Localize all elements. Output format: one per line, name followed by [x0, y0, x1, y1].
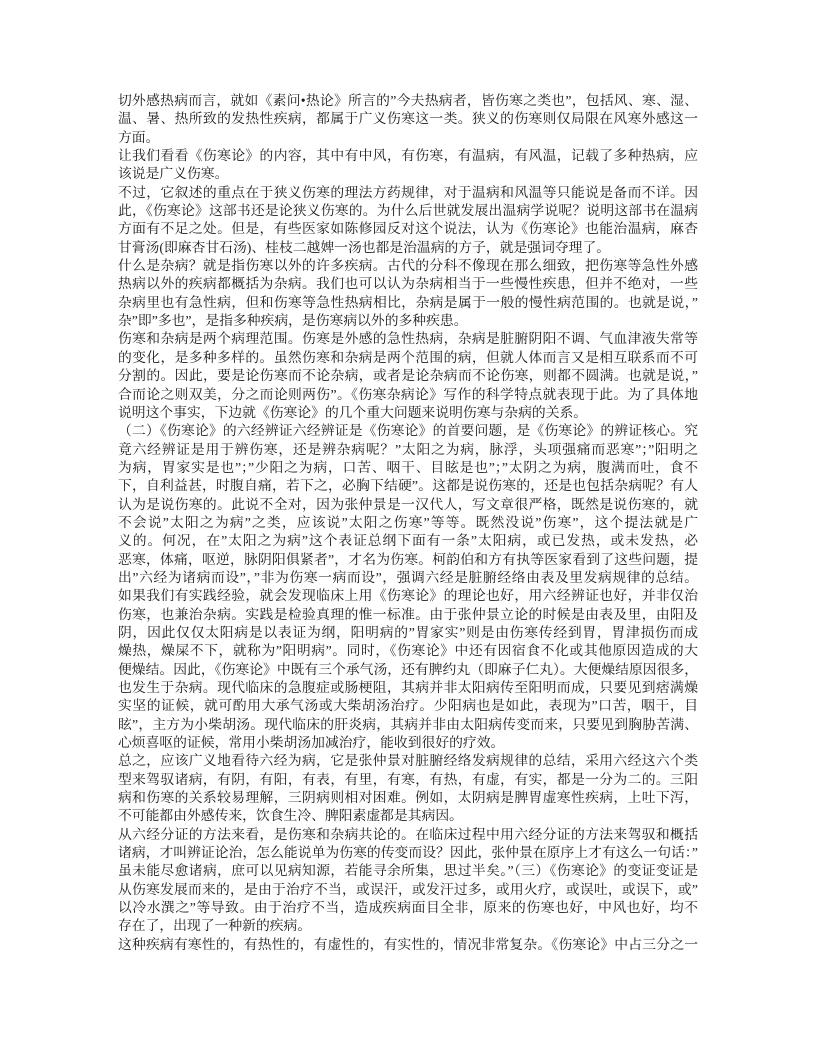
text-line: 杂”即”多也”，是指多种疾病，是伤寒病以外的多种疾患。: [118, 313, 468, 329]
text-line: 杂病里也有急性病，但和伤寒等急性热病相比，杂病是属于一般的慢性病范围的。也就是说，”: [118, 294, 698, 310]
text-line: 分割的。因此，要是论伤寒而不论杂病，或者是论杂病而不论伤寒，则都不圆满。也就是说，”: [118, 368, 698, 384]
text-line: 便燥结。因此，《伤寒论》中既有三个承气汤，还有脾约丸（即麻子仁丸）。大便燥结原因很多，: [118, 661, 698, 677]
text-line: 不可能都由外感传来，饮食生冷、脾阳素虚都是其病因。: [118, 808, 463, 824]
text-line: 诸病，才叫辨证论治，怎么能说单为伤寒的传变而设？因此，张仲景在原序上才有这么一句话：”: [118, 845, 698, 861]
text-line: 该说是广义伤寒。: [118, 166, 229, 182]
paragraph: [118, 184, 698, 257]
paragraph: [118, 257, 698, 330]
text-line: 温、暑、热所致的发热性疾病，都属于广义伤寒这一类。狭义的伤寒则仅局限在风寒外感这一: [118, 111, 698, 127]
text-line: 实坚的证候，就可酌用大承气汤或大柴胡汤治疗。少阳病也是如此，表现为”口苦，咽干，目: [118, 698, 698, 714]
text-line: 义的。何况，在”太阳之为病”这个表证总纲下面有一条”太阳病，或已发热，或未发热，必: [118, 533, 698, 549]
paragraph: [118, 936, 698, 954]
text-line: 从伤寒发展而来的，是由于治疗不当，或误汗，或发汗过多，或用火疗，或误吐，或误下，或”: [118, 881, 698, 897]
text-line: 恶寒，体痛，呕逆，脉阴阳俱紧者”，才名为伤寒。柯韵伯和方有执等医家看到了这些问题，提: [118, 551, 698, 567]
paragraph: [118, 826, 698, 936]
paragraph: [118, 752, 698, 825]
text-line: 如果我们有实践经验，就会发现临床上用《伤寒论》的理论也好，用六经辨证也好，并非仅治: [118, 588, 698, 604]
text-line: 下，自利益甚，时腹自痛，若下之，必胸下结硬”。这都是说伤寒的，还是也包括杂病呢？有人: [118, 478, 698, 494]
text-line: 燥热，燥屎不下，就称为”阳明病”。同时，《伤寒论》中还有因宿食不化或其他原因造成的大: [118, 643, 698, 659]
document-text: [118, 92, 698, 954]
text-line: 总之，应该广义地看待六经为病，它是张仲景对脏腑经络发病规律的总结，采用六经这六个类: [118, 753, 698, 769]
text-line: （二）《伤寒论》的六经辨证六经辨证是《伤寒论》的首要问题，是《伤寒论》的辨证核心。究: [118, 423, 698, 439]
text-line: 切外感热病而言，就如《素问•热论》所言的”今夫热病者，皆伤寒之类也”，包括风、寒、湿、: [118, 93, 698, 108]
text-line: 眩”，主方为小柴胡汤。现代临床的肝炎病，其病并非由太阳病传变而来，只要见到胸胁苦满、: [118, 716, 698, 732]
text-line: 合而论之则双美，分之而论则两伤”。《伤寒杂病论》写作的科学特点就表现于此。为了具体地: [118, 386, 698, 402]
text-line: 认为是说伤寒的。此说不全对，因为张仲景是一汉代人，写文章很严格，既然是说伤寒的，就: [118, 496, 698, 512]
text-line: 心烦喜呕的证候，常用小柴胡汤加减治疗，能收到很好的疗效。: [118, 735, 505, 751]
text-line: 病和伤寒的关系较易理解，三阴病则相对困难。例如，太阴病是脾胃虚寒性疾病，上吐下泻，: [118, 790, 698, 806]
text-line: 从六经分证的方法来看，是伤寒和杂病共论的。在临床过程中用六经分证的方法来驾驭和概括: [118, 826, 698, 842]
paragraph: [118, 147, 698, 184]
text-line: 也发生于杂病。现代临床的急腹症或肠梗阻，其病并非太阳病传至阳明而成，只要见到痞满燥: [118, 680, 698, 695]
text-line: 甘膏汤(即麻杏甘石汤)、桂枝二越婢一汤也都是治温病的方子，就是强词夺理了。: [118, 239, 611, 255]
text-line: 这种疾病有寒性的，有热性的，有虚性的，有实性的，情况非常复杂。《伤寒论》中占三分之一: [118, 936, 698, 952]
text-line: 伤寒和杂病是两个病理范围。伤寒是外感的急性热病，杂病是脏腑阴阳不调、气血津液失常等: [118, 331, 698, 347]
text-line: 阴，因此仅仅太阳病是以表证为纲，阳明病的”胃家实”则是由伤寒传经到胃，胃津损伤而成: [118, 624, 698, 640]
text-line: 不过，它叙述的重点在于狭义伤寒的理法方药规律，对于温病和风温等只能说是备而不详。因: [118, 184, 698, 200]
text-line: 为病，胃家实是也”；”少阳之为病，口苦、咽干、目眩是也”；”太阴之为病，腹满而吐，食不: [118, 459, 698, 475]
text-line: 什么是杂病？就是指伤寒以外的许多疾病。古代的分科不像现在那么细致，把伤寒等急性外感: [118, 258, 698, 274]
text-line: 方面。: [118, 129, 160, 145]
text-line: 存在了，出现了一种新的疾病。: [118, 918, 312, 934]
text-line: 虽未能尽愈诸病，庶可以见病知源，若能寻余所集，思过半矣。”（三）《伤寒论》的变证变证是: [118, 863, 698, 879]
text-line: 以冷水潠之”等导致。由于治疗不当，造成疾病面目全非，原来的伤寒也好，中风也好，均不: [118, 900, 698, 916]
paragraph: [118, 92, 698, 147]
paragraph: [118, 330, 698, 422]
text-line: 此，《伤寒论》这部书还是论狭义伤寒的。为什么后世就发展出温病学说呢？说明这部书在温病: [118, 203, 698, 219]
text-line: 热病以外的疾病都概括为杂病。我们也可以认为杂病相当于一些慢性疾患，但并不绝对，一些: [118, 276, 698, 292]
text-line: 说明这个事实，下边就《伤寒论》的几个重大问题来说明伤寒与杂病的关系。: [118, 404, 588, 420]
text-line: 不会说”太阳之为病”之类，应该说”太阳之伤寒”等等。既然没说”伤寒”，这个提法就是广: [118, 514, 698, 530]
text-line: 方面有不足之处。但是，有些医家如陈修园反对这个说法，认为《伤寒论》也能治温病，麻杏: [118, 221, 698, 237]
text-line: 竟六经辨证是用于辨伤寒，还是辨杂病呢？”太阳之为病，脉浮，头项强痛而恶寒”；”阳明之: [118, 441, 698, 457]
text-line: 让我们看看《伤寒论》的内容，其中有中风，有伤寒，有温病，有风温，记载了多种热病，应: [118, 148, 698, 164]
paragraph: [118, 422, 698, 752]
text-line: 的变化，是多种多样的。虽然伤寒和杂病是两个范围的病，但就人体而言又是相互联系而不可: [118, 349, 698, 365]
text-line: 伤寒，也兼治杂病。实践是检验真理的惟一标准。由于张仲景立论的时候是由表及里，由阳及: [118, 606, 698, 622]
text-line: 出”六经为诸病而设”，”非为伤寒一病而设”，强调六经是脏腑经络由表及里发病规律的总结。: [118, 569, 698, 585]
text-line: 型来驾驭诸病，有阴，有阳，有表，有里，有寒，有热，有虚，有实，都是一分为二的。三阳: [118, 771, 698, 787]
